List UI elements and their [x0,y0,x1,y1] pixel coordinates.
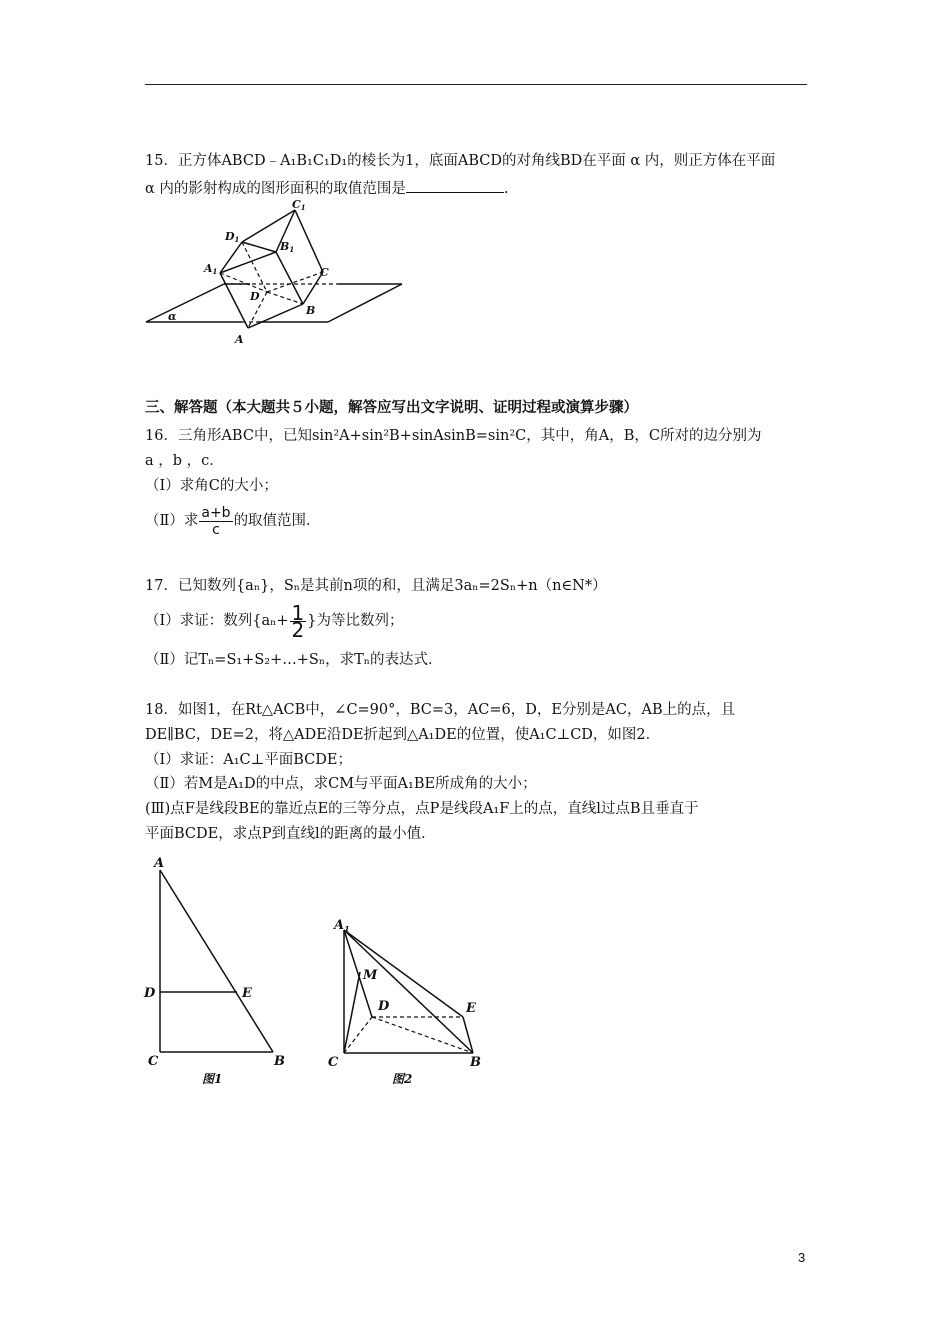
cube-figure [140,200,410,350]
q15-line2-text: α 内的影射构成的图形面积的取值范围是 [145,181,406,197]
label-a: A [235,333,244,346]
fig1-caption: 图1 [202,1072,223,1086]
q15-period: . [503,181,509,197]
fraction-numerator: 1 [291,600,305,625]
fig1-label-c: C [148,1054,159,1069]
label-d: D [250,290,260,303]
fig2-caption: 图2 [392,1072,413,1086]
fig1-label-a: A [154,856,165,871]
figure-2-pyramid [320,912,500,1092]
fraction-numerator: a+b [201,504,231,521]
label-b1: B1 [280,240,295,254]
fig1-label-d: D [144,986,156,1001]
q17-part1 [145,600,404,642]
q16-part2-post: 的取值范围． [233,513,321,529]
label-b: B [306,304,316,317]
q17-part2: （Ⅱ）记Tₙ=S₁+S₂+…+Sₙ，求Tₙ的表达式． [145,652,443,668]
q16-part1: （Ⅰ）求角C的大小； [145,478,278,494]
q18-line2: DE∥BC，DE=2，将△ADE沿DE折起到△A₁DE的位置，使A₁C⊥CD，如图2． [145,727,661,743]
fig2-label-d: D [378,999,390,1014]
q16-line1: 16．三角形ABC中，已知sin²A+sin²B+sinAsinB=sin²C，其中，角A，B，C所对的边分别为 [145,428,762,444]
fig1-label-e: E [242,986,252,1001]
q18-part2: （Ⅱ）若M是A₁D的中点，求CM与平面A₁BE所成角的大小； [145,776,537,792]
fig2-label-c: C [328,1055,339,1070]
section-title: 三、解答题（本大题共５小题，解答应写出文字说明、证明过程或演算步骤） [145,399,638,416]
q16-line2: a ，b ，c． [145,453,224,469]
fraction-denominator: c [212,521,220,538]
q17-line1: 17．已知数列{aₙ}，Sₙ是其前n项的和，且满足3aₙ=2Sₙ+n（n∈N*） [145,578,607,594]
q17-part1-post: }为等比数列； [307,613,404,629]
q16-part2 [145,503,321,539]
fig2-label-a1: $A_1$ [334,918,350,934]
answer-blank [406,178,504,193]
header-rule [145,84,807,85]
q18-part3-line2: 平面BCDE，求点P到直线l的距离的最小值． [145,826,436,842]
q18-part3-line1: (Ⅲ)点F是线段BE的靠近点E的三等分点，点P是线段A₁F上的点，直线l过点B且垂直于 [145,801,699,817]
fraction-one-half [290,600,307,642]
fig2-label-e: E [466,1001,476,1016]
label-c1: C1 [292,200,306,212]
q18-line1: 18．如图1，在Rt△ACB中，∠C=90°，BC=3，AC=6，D，E分别是AC，AB上的点，且 [145,702,736,718]
q17-part1-pre: （Ⅰ）求证：数列{aₙ+ [145,613,289,629]
fraction-a-plus-b-over-c [199,505,232,538]
label-alpha: α [168,310,177,323]
label-c: C [320,266,329,279]
label-a1: A1 [204,262,218,276]
q15-line1: 15．正方体ABCD﹣A₁B₁C₁D₁的棱长为1，底面ABCD的对角线BD在平面 α 内，则正方体在平面 [145,153,776,169]
q18-part1: （Ⅰ）求证：A₁C⊥平面BCDE； [145,752,352,768]
q15-line2 [145,178,509,199]
fraction-denominator: 2 [291,617,305,642]
figure-1-triangle [140,852,300,1092]
plane-alpha [146,284,224,322]
page-number: 3 [798,1250,806,1265]
label-d1: D1 [225,230,240,244]
q16-part2-pre: （Ⅱ）求 [145,513,199,529]
fig2-label-b: B [470,1055,481,1070]
fig1-label-b: B [274,1054,285,1069]
fig2-label-m: M [363,968,378,983]
